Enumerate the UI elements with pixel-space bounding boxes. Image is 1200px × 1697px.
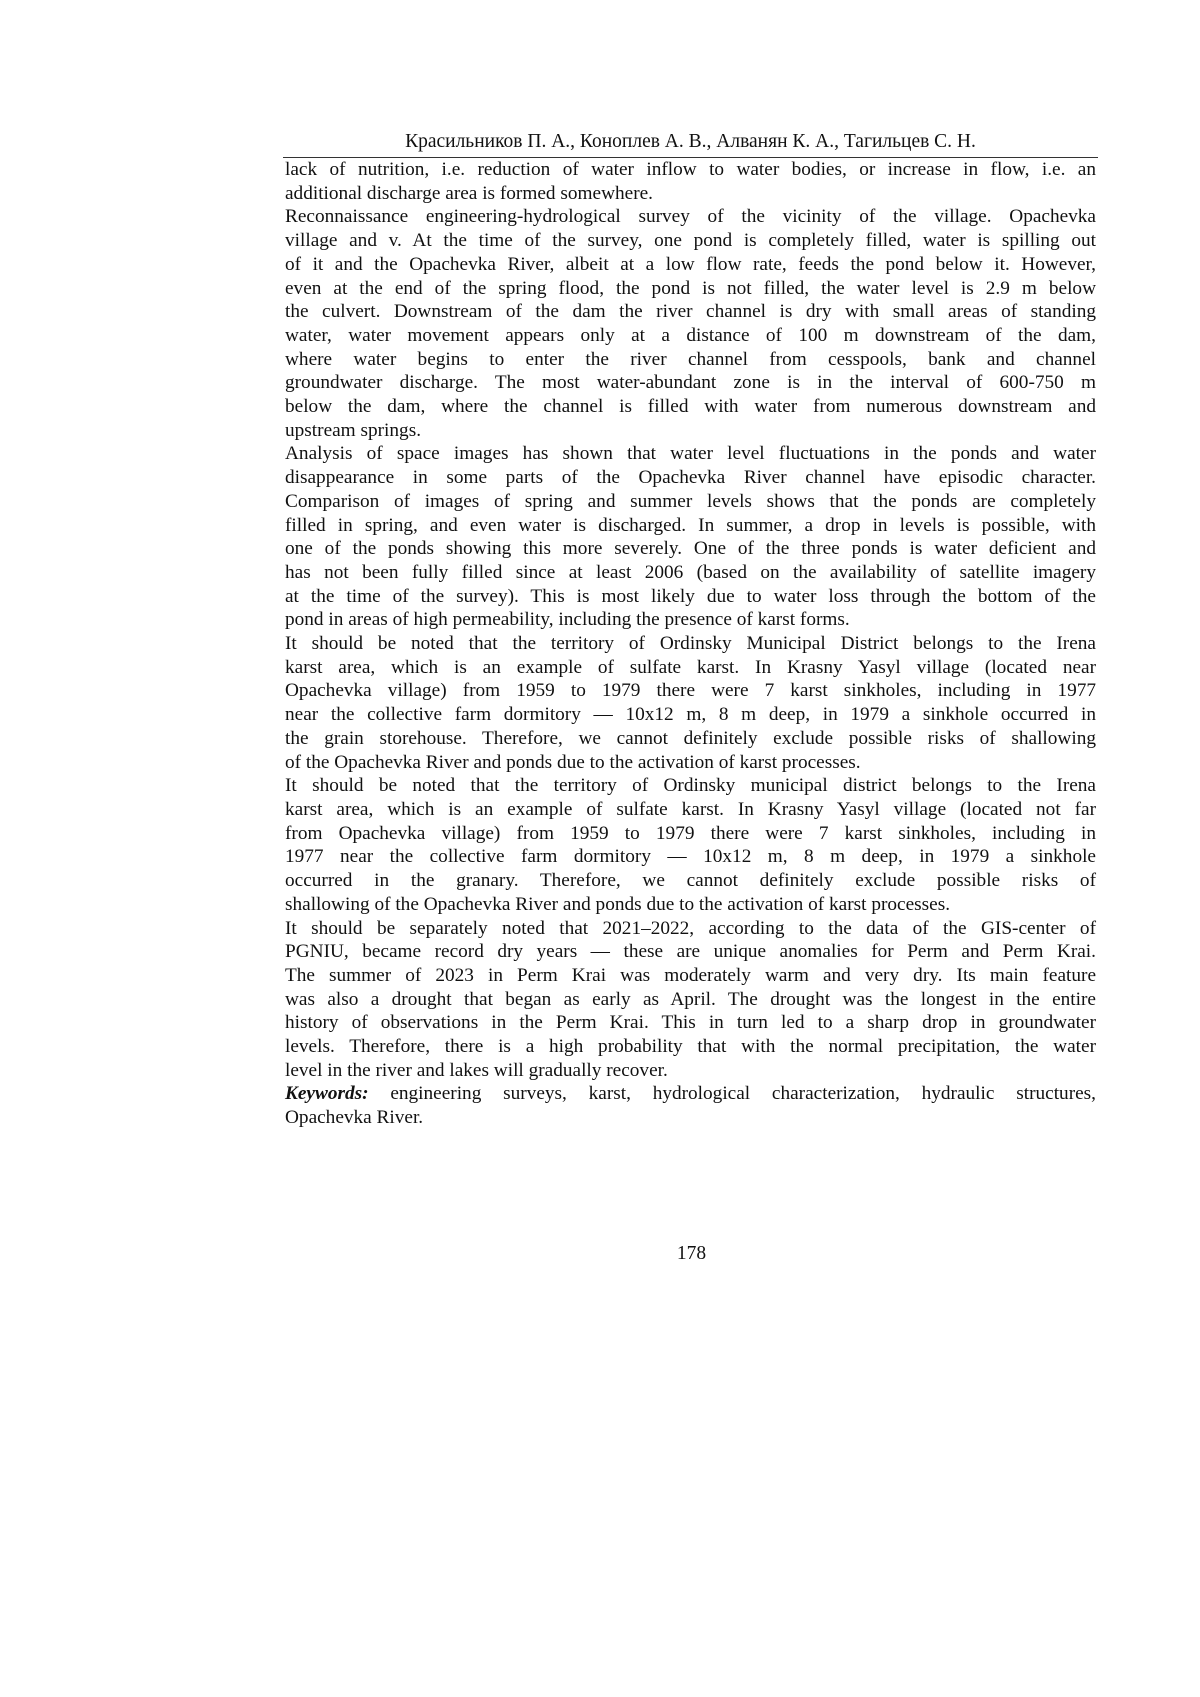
text-line: below the dam, where the channel is filled with water from numerous downstream and	[285, 395, 1096, 419]
text-line: has not been fully filled since at least 2006 (based on the availability of satellite imagery	[285, 561, 1096, 585]
text-line: was also a drought that began as early as April. The drought was the longest in the entire	[285, 988, 1096, 1012]
paragraph	[285, 774, 1096, 916]
text-line: Comparison of images of spring and summer levels shows that the ponds are completely	[285, 490, 1096, 514]
text-line: 1977 near the collective farm dormitory — 10x12 m, 8 m deep, in 1979 a sinkhole	[285, 845, 1096, 869]
text-line: history of observations in the Perm Krai. This in turn led to a sharp drop in groundwater	[285, 1011, 1096, 1035]
paragraph	[285, 917, 1096, 1083]
text-line: pond in areas of high permeability, including the presence of karst forms.	[285, 608, 1096, 632]
text-line: It should be noted that the territory of Ordinsky municipal district belongs to the Irena	[285, 774, 1096, 798]
keywords	[285, 1082, 1096, 1129]
text-line: additional discharge area is formed somewhere.	[285, 182, 1096, 206]
text-line: occurred in the granary. Therefore, we cannot definitely exclude possible risks of	[285, 869, 1096, 893]
text-line: shallowing of the Opachevka River and ponds due to the activation of karst processes.	[285, 893, 1096, 917]
text-line: It should be separately noted that 2021–2022, according to the data of the GIS-center of	[285, 917, 1096, 941]
text-line: of the Opachevka River and ponds due to the activation of karst processes.	[285, 751, 1096, 775]
page-number: 178	[0, 1243, 1200, 1265]
text-line: the culvert. Downstream of the dam the river channel is dry with small areas of standing	[285, 300, 1096, 324]
text-line: upstream springs.	[285, 419, 1096, 443]
paragraph	[285, 632, 1096, 774]
paragraph	[285, 442, 1096, 632]
text-line: It should be noted that the territory of Ordinsky Municipal District belongs to the Irena	[285, 632, 1096, 656]
text-line: at the time of the survey). This is most likely due to water loss through the bottom of the	[285, 585, 1096, 609]
text-line: The summer of 2023 in Perm Krai was moderately warm and very dry. Its main feature	[285, 964, 1096, 988]
text-line: filled in spring, and even water is discharged. In summer, a drop in levels is possible, with	[285, 514, 1096, 538]
keywords-text: engineering surveys, karst, hydrological characterization, hydraulic structures,	[369, 1083, 1096, 1104]
body-text	[285, 158, 1096, 1130]
text-line: Analysis of space images has shown that water level fluctuations in the ponds and water	[285, 442, 1096, 466]
text-line: Opachevka village) from 1959 to 1979 there were 7 karst sinkholes, including in 1977	[285, 679, 1096, 703]
text-line: PGNIU, became record dry years — these are unique anomalies for Perm and Perm Krai.	[285, 940, 1096, 964]
paragraph	[285, 205, 1096, 442]
keywords-label: Keywords:	[285, 1083, 369, 1104]
text-line: karst area, which is an example of sulfate karst. In Krasny Yasyl village (located near	[285, 656, 1096, 680]
text-line: disappearance in some parts of the Opachevka River channel have episodic character.	[285, 466, 1096, 490]
keywords-text-cont: Opachevka River.	[285, 1106, 1096, 1130]
text-line: one of the ponds showing this more severely. One of the three ponds is water deficient and	[285, 537, 1096, 561]
text-line: lack of nutrition, i.e. reduction of water inflow to water bodies, or increase in flow, i.e. an	[285, 158, 1096, 182]
text-line: of it and the Opachevka River, albeit at a low flow rate, feeds the pond below it. However,	[285, 253, 1096, 277]
paragraph	[285, 158, 1096, 205]
text-line: level in the river and lakes will gradually recover.	[285, 1059, 1096, 1083]
running-header: Красильников П. А., Коноплев А. В., Алванян К. А., Тагильцев С. Н.	[283, 130, 1098, 154]
text-line: from Opachevka village) from 1959 to 1979 there were 7 karst sinkholes, including in	[285, 822, 1096, 846]
text-line: the grain storehouse. Therefore, we cannot definitely exclude possible risks of shallowing	[285, 727, 1096, 751]
text-line: groundwater discharge. The most water-abundant zone is in the interval of 600-750 m	[285, 371, 1096, 395]
text-line: levels. Therefore, there is a high probability that with the normal precipitation, the water	[285, 1035, 1096, 1059]
text-line: even at the end of the spring flood, the pond is not filled, the water level is 2.9 m below	[285, 277, 1096, 301]
text-line: Reconnaissance engineering-hydrological survey of the vicinity of the village. Opachevka	[285, 205, 1096, 229]
text-line: karst area, which is an example of sulfate karst. In Krasny Yasyl village (located not far	[285, 798, 1096, 822]
text-line: where water begins to enter the river channel from cesspools, bank and channel	[285, 348, 1096, 372]
text-line: village and v. At the time of the survey, one pond is completely filled, water is spilling out	[285, 229, 1096, 253]
text-line: water, water movement appears only at a distance of 100 m downstream of the dam,	[285, 324, 1096, 348]
text-line: near the collective farm dormitory — 10x12 m, 8 m deep, in 1979 a sinkhole occurred in	[285, 703, 1096, 727]
